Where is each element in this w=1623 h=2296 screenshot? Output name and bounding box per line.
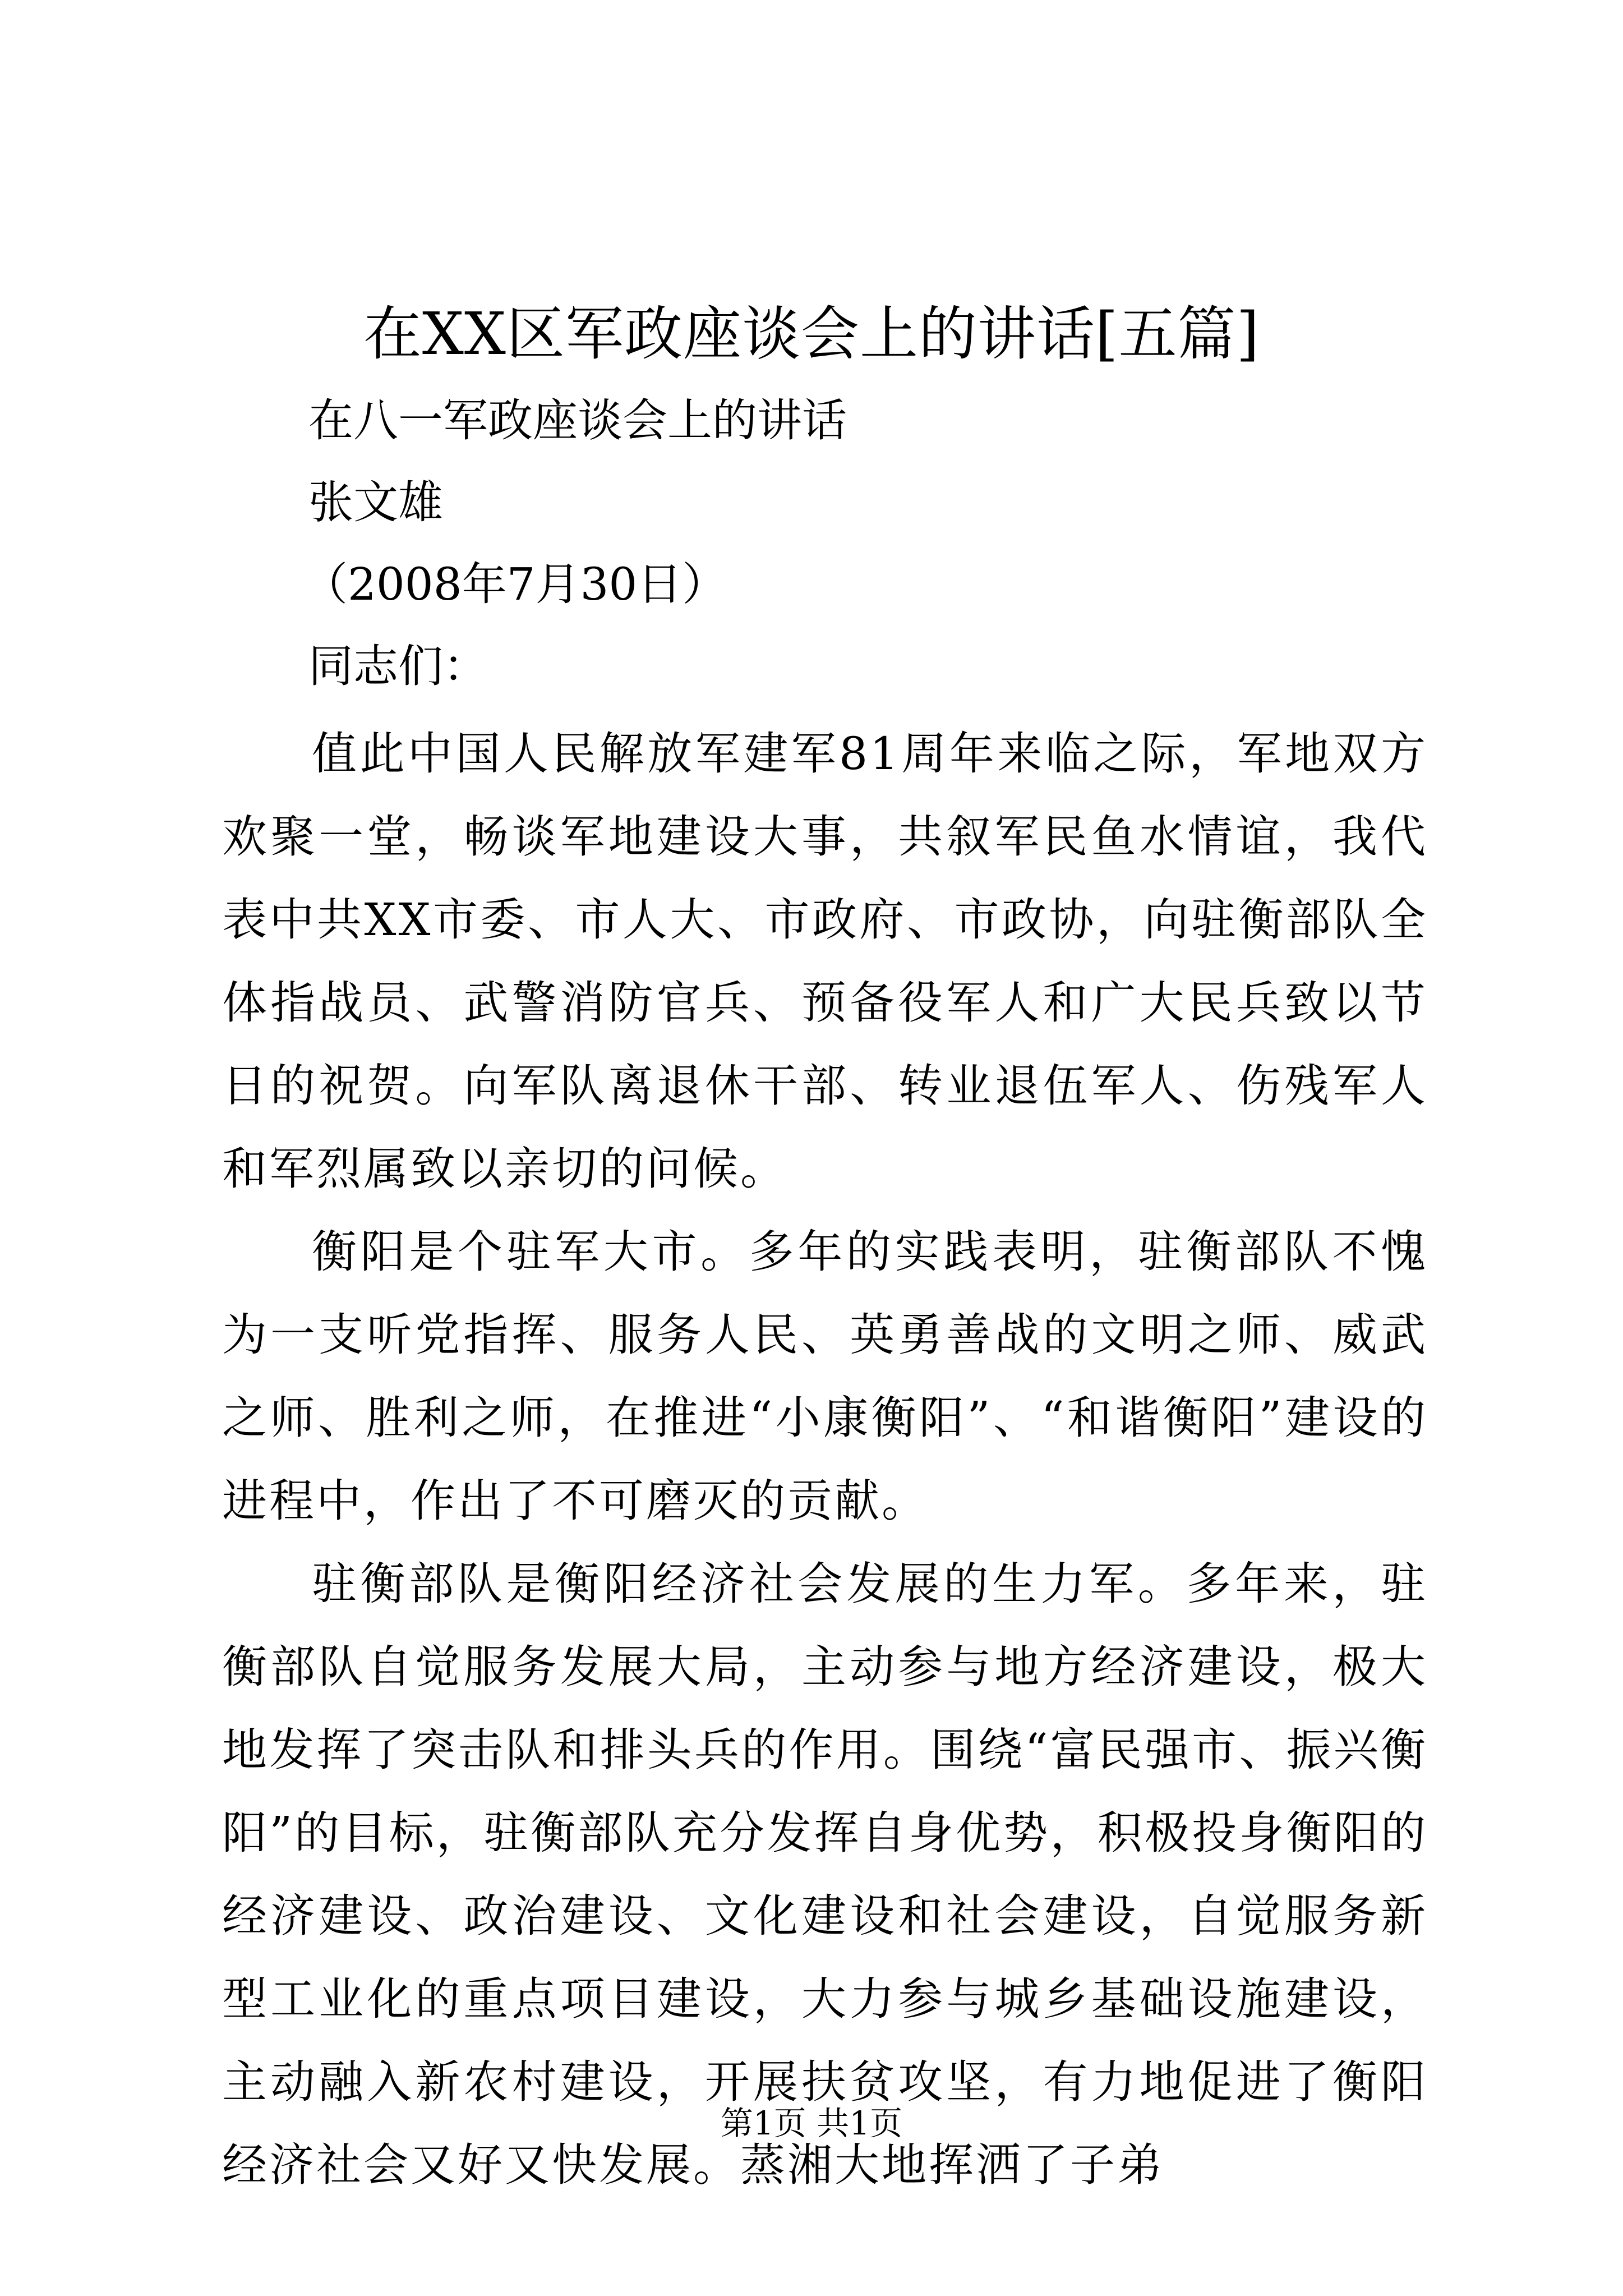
body-paragraph: 值此中国人民解放军建军81周年来临之际，军地双方欢聚一堂，畅谈军地建设大事，共叙军民鱼水情谊，我代表中共XX市委、市人大、市政府、市政协，向驻衡部队全体指战员、武警消防官兵、预备役军人和广大民兵致以节日的祝贺。向军队离退休干部、转业退伍军人、伤残军人和军烈属致以亲切的问候。: [222, 728, 1428, 1195]
speech-date: （2008年7月30日）: [303, 558, 727, 610]
body-paragraph: 衡阳是个驻军大市。多年的实践表明，驻衡部队不愧为一支听党指挥、服务人民、英勇善战的文明之师、威武之师、胜利之师，在推进“小康衡阳”、“和谐衡阳”建设的进程中，作出了不可磨灭的贡献。: [222, 1226, 1428, 1527]
greeting: 同志们：: [308, 640, 488, 692]
author-name: 张文雄: [308, 476, 443, 528]
document-title: 在XX区军政座谈会上的讲话[五篇]: [363, 300, 1260, 368]
document-body: [222, 712, 1428, 2207]
speech-subtitle: 在八一军政座谈会上的讲话: [308, 394, 847, 447]
body-paragraph: 驻衡部队是衡阳经济社会发展的生力军。多年来，驻衡部队自觉服务发展大局，主动参与地方经济建设，极大地发挥了突击队和排头兵的作用。围绕“富民强市、振兴衡阳”的目标，驻衡部队充分发挥自身优势，积极投身衡阳的经济建设、政治建设、文化建设和社会建设，自觉服务新型工业化的重点项目建设，大力参与城乡基础设施建设，主动融入新农村建设，开展扶贫攻坚，有力地促进了衡阳经济社会又好又快发展。蒸湘大地挥洒了子弟: [222, 1558, 1428, 2191]
page-footer: 第1页 共1页: [720, 2104, 903, 2142]
